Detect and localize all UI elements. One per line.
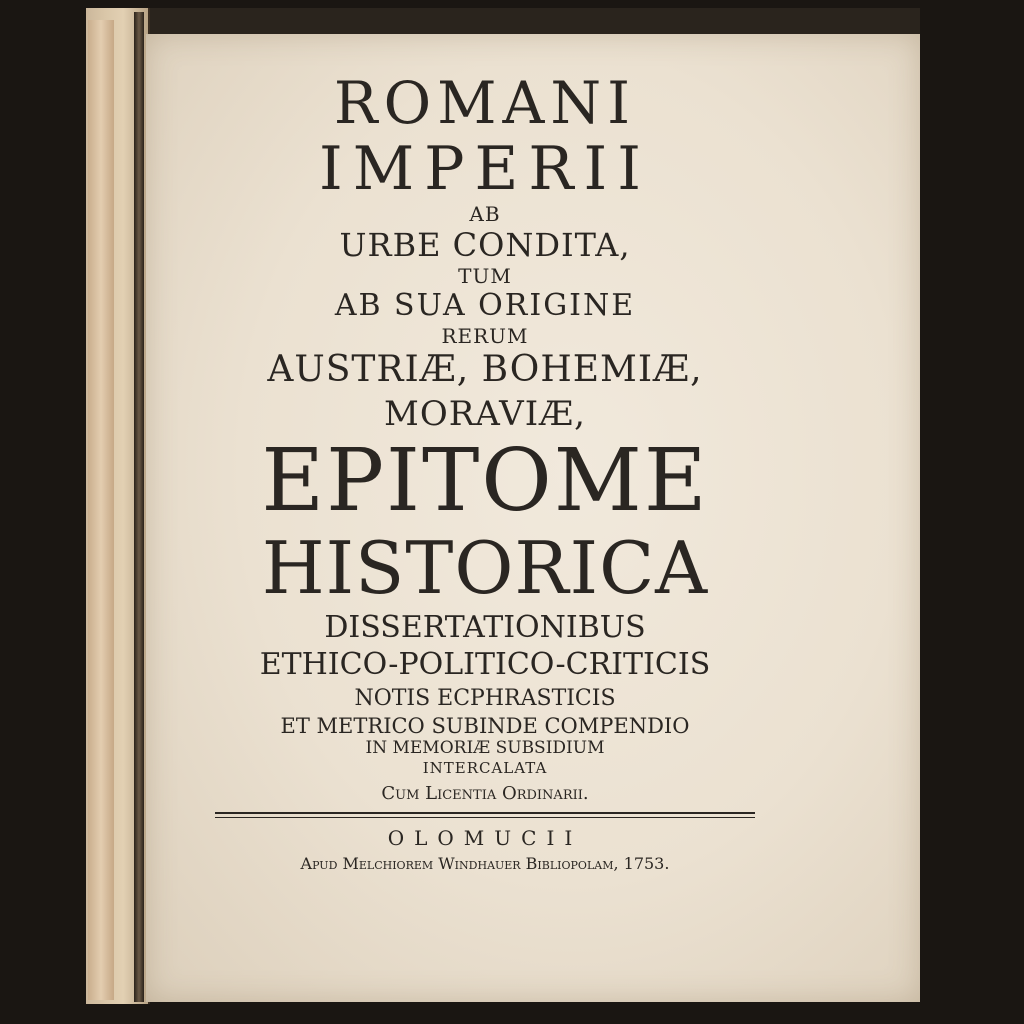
divider-rule-thin — [215, 817, 755, 818]
title-line-ab: AB — [469, 202, 501, 226]
title-text-block — [180, 70, 790, 876]
page-gutter — [134, 12, 144, 1002]
book-edge-top — [146, 8, 920, 34]
license-line: Cum Licentia Ordinarii. — [381, 783, 589, 804]
title-line-epitome: EPITOME — [261, 431, 709, 531]
book-spine — [88, 20, 114, 1000]
title-line-intercalata: INTERCALATA — [422, 759, 548, 777]
title-line-memoriae: IN MEMORIÆ SUBSIDIUM — [365, 738, 605, 758]
title-line-urbe-condita: URBE CONDITA, — [339, 226, 631, 264]
title-line-imperii: IMPERII — [319, 134, 651, 204]
title-line-rerum: RERUM — [441, 324, 529, 348]
title-line-metrico: ET METRICO SUBINDE COMPENDIO — [280, 714, 690, 738]
title-line-historica: HISTORICA — [261, 526, 709, 610]
title-line-moraviae: MORAVIÆ, — [384, 394, 586, 434]
title-line-tum: TUM — [458, 264, 512, 288]
title-line-romani: ROMANI — [333, 69, 637, 137]
title-line-ethico-politico: ETHICO-POLITICO-CRITICIS — [259, 647, 711, 682]
imprint-line: Apud Melchiorem Windhauer Bibliopolam, 1753. — [300, 854, 670, 873]
divider-rule-thick — [215, 812, 755, 814]
title-line-notis: NOTIS ECPHRASTICIS — [354, 686, 616, 711]
title-line-austriae-bohemiae: AUSTRIÆ, BOHEMIÆ, — [267, 349, 703, 390]
title-line-dissertationibus: DISSERTATIONIBUS — [324, 610, 646, 645]
place-of-printing: OLOMUCII — [387, 826, 583, 850]
title-line-origine: AB SUA ORIGINE — [334, 288, 636, 323]
